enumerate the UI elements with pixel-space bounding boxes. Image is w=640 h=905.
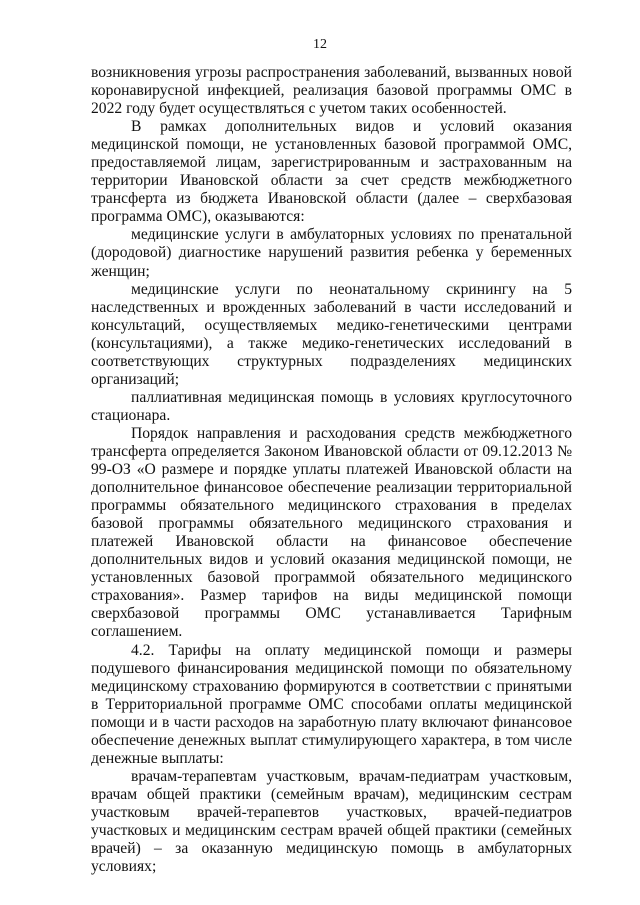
paragraph-6: Порядок направления и расходования средств межбюджетного трансферта определяется Законом Ивановской области от 09.12.2013 № 99-ОЗ «О размере и порядке уплаты платежей Ивановской области на дополнительное финансовое обеспечение реализации территориальной программы обязательного медицинского страхования в пределах базовой программы обязательного медицинского страхования и платежей Ивановской области на финансовое обеспечение дополнительных видов и условий оказания медицинской помощи, не установленных базовой программой обязательного медицинского страхования». Размер тарифов на виды медицинской помощи сверхбазовой программы ОМС устанавливается Тарифным соглашением. <box>91 424 572 641</box>
paragraph-2: В рамках дополнительных видов и условий оказания медицинской помощи, не установленных базовой программой ОМС, предоставляемой лицам, зарегистрированным и застрахованным на территории Ивановской области за счет средств межбюджетного трансферта из бюджета Ивановской области (далее – сверхбазовая программа ОМС), оказываются: <box>91 118 572 226</box>
document-body <box>91 64 572 876</box>
paragraph-7: 4.2. Тарифы на оплату медицинской помощи и размеры подушевого финансирования медицинской помощи по обязательному медицинскому страхованию формируются в соответствии с принятыми в Территориальной программе ОМС способами оплаты медицинской помощи и в части расходов на заработную плату включают финансовое обеспечение денежных выплат стимулирующего характера, в том числе денежные выплаты: <box>91 641 572 767</box>
paragraph-1: возникновения угрозы распространения заболеваний, вызванных новой коронавирусной инфекцией, реализация базовой программы ОМС в 2022 году будет осуществляться с учетом таких особенностей. <box>91 64 572 118</box>
paragraph-8: врачам-терапевтам участковым, врачам-педиатрам участковым, врачам общей практики (семейным врачам), медицинским сестрам участковым врачей-терапевтов участковых, врачей-педиатров участковых и медицинским сестрам врачей общей практики (семейных врачей) – за оказанную медицинскую помощь в амбулаторных условиях; <box>91 767 572 876</box>
paragraph-4: медицинские услуги по неонатальному скринингу на 5 наследственных и врожденных заболеваний в части исследований и консультаций, осуществляемых медико-генетическими центрами (консультациями), а также медико-генетических исследований в соответствующих структурных подразделениях медицинских организаций; <box>91 280 572 388</box>
page-number: 12 <box>313 37 327 52</box>
paragraph-5: паллиативная медицинская помощь в условиях круглосуточного стационара. <box>91 388 572 424</box>
paragraph-3: медицинские услуги в амбулаторных условиях по пренатальной (дородовой) диагностике нарушений развития ребенка у беременных женщин; <box>91 226 572 280</box>
